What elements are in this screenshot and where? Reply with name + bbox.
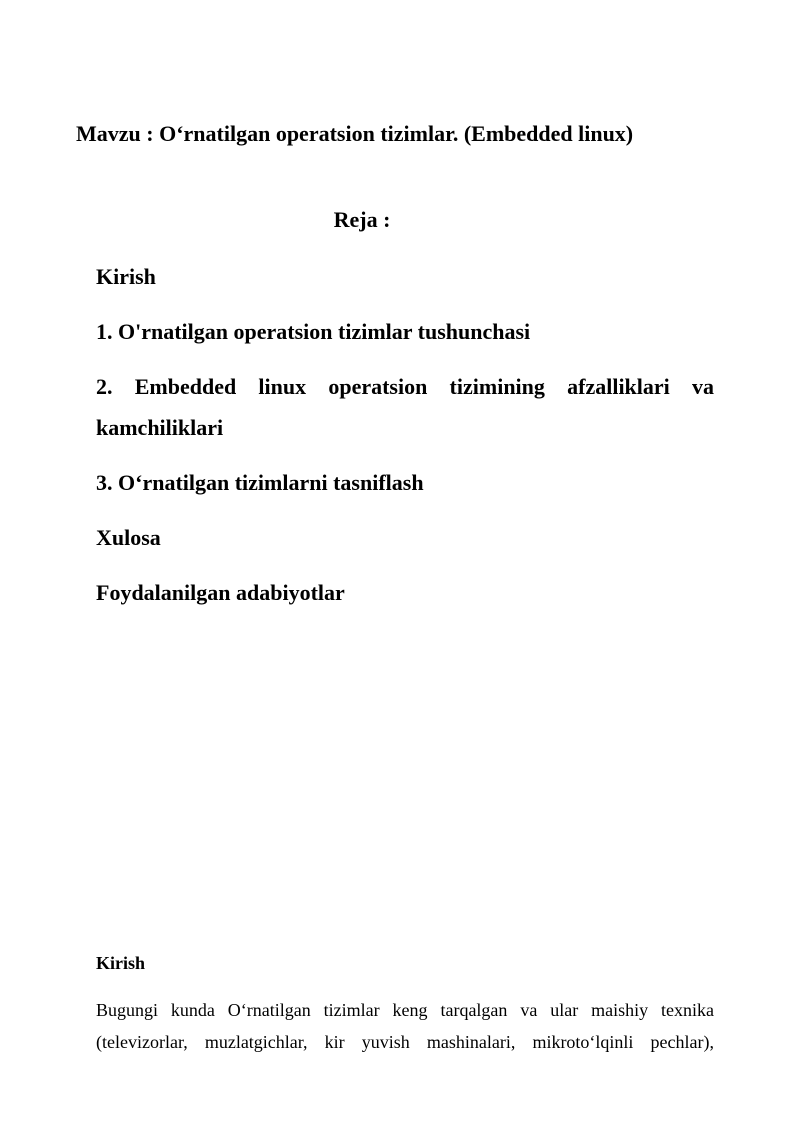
- introduction-heading: Kirish: [96, 953, 146, 973]
- plan-heading: Reja :: [333, 207, 391, 232]
- plan-item-references: Foydalanilgan adabiyotlar: [96, 580, 345, 605]
- plan-list: [96, 256, 714, 627]
- document-title: Mavzu : O‘rnatilgan operatsion tizimlar. (Embedded linux): [76, 121, 634, 146]
- plan-item-2: 2. Embedded linux operatsion tizimining afzalliklari va kamchiliklari: [96, 374, 714, 440]
- plan-item-introduction: Kirish: [96, 264, 156, 289]
- plan-item-3: 3. O‘rnatilgan tizimlarni tasniflash: [96, 470, 424, 495]
- introduction-paragraph: Bugungi kunda O‘rnatilgan tizimlar keng tarqalgan va ular maishiy texnika (televizorlar, muzlatgichlar, kir yuvish mashinalari, mikroto‘lqinli pechlar),: [96, 1000, 714, 1052]
- plan-item-1: 1. O'rnatilgan operatsion tizimlar tushunchasi: [96, 319, 531, 344]
- plan-item-conclusion: Xulosa: [96, 525, 161, 550]
